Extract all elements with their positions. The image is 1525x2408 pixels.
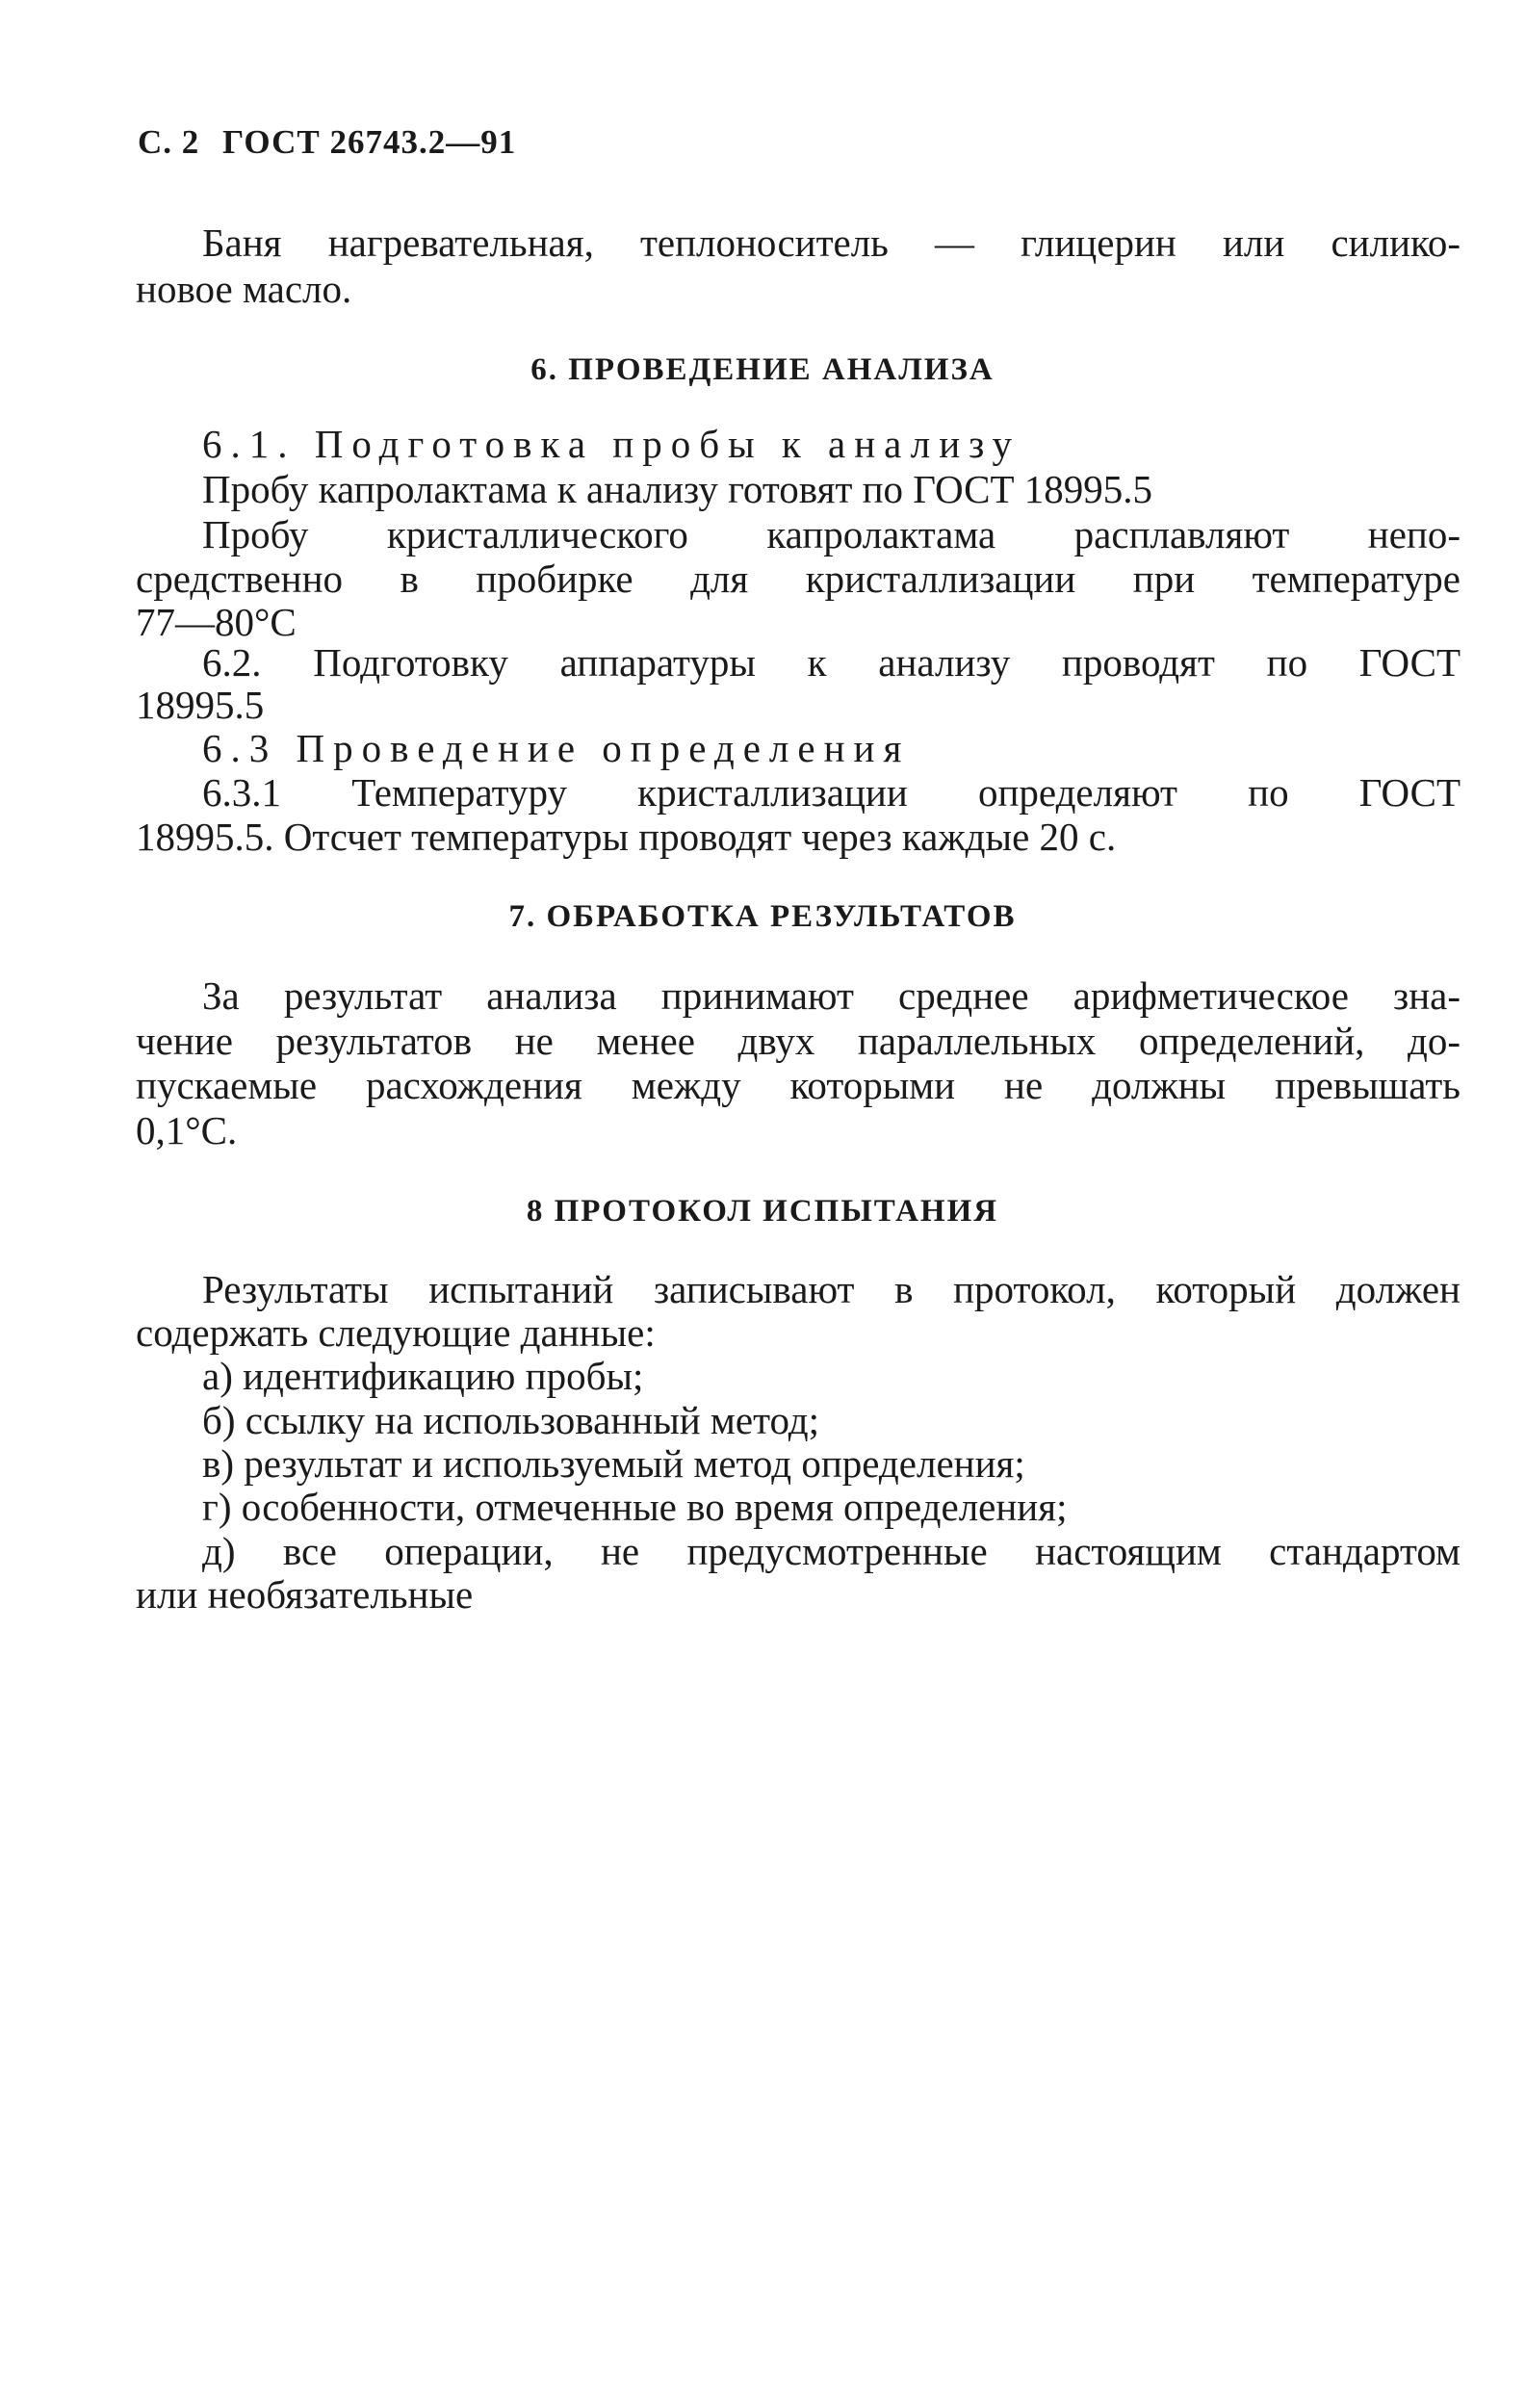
paragraph-line: или необязательные (136, 1572, 474, 1617)
list-item: в) результат и используемый метод определения; (202, 1441, 1025, 1486)
standard-designation: ГОСТ 26743.2—91 (222, 123, 517, 161)
page-header (138, 123, 530, 162)
paragraph-line: 18995.5. Отсчет температуры проводят через каждые 20 с. (136, 815, 1117, 859)
paragraph-line: Пробу кристаллического капролактама расплавляют непо- (202, 512, 1460, 557)
section-6-heading: 6. ПРОВЕДЕНИЕ АНАЛИЗА (530, 352, 995, 387)
list-item: г) особенности, отмеченные во время определения; (202, 1485, 1068, 1529)
paragraph-line: 18995.5 (136, 683, 265, 727)
section-7-heading: 7. ОБРАБОТКА РЕЗУЛЬТАТОВ (508, 899, 1017, 934)
section-8-heading: 8 ПРОТОКОЛ ИСПЫТАНИЯ (526, 1194, 999, 1229)
paragraph-line: 0,1°С. (136, 1108, 238, 1152)
paragraph-line: Баня нагревательная, теплоноситель — глицерин или силико- (202, 220, 1460, 265)
subsection-6-3-title: 6.3 Проведение определения (202, 726, 911, 770)
list-item: б) ссылку на использованный метод; (202, 1398, 820, 1442)
subsection-6-2: 6.2. Подготовку аппаратуры к анализу проводят по ГОСТ (202, 640, 1460, 685)
paragraph-line: За результат анализа принимают среднее арифметическое зна- (202, 973, 1460, 1018)
page-number: С. 2 (138, 123, 200, 161)
paragraph-line: новое масло. (136, 267, 352, 311)
paragraph-line: пускаемые расхождения между которыми не должны превышать (136, 1063, 1460, 1107)
subsection-6-3-1: 6.3.1 Температуру кристаллизации определяют по ГОСТ (202, 770, 1460, 815)
paragraph-line: Пробу капролактама к анализу готовят по ГОСТ 18995.5 (202, 467, 1152, 511)
paragraph-line: средственно в пробирке для кристаллизации при температуре (136, 557, 1460, 601)
paragraph-line: содержать следующие данные: (136, 1310, 656, 1355)
list-item: а) идентификацию пробы; (202, 1354, 644, 1398)
list-item: д) все операции, не предусмотренные настоящим стандартом (202, 1529, 1460, 1573)
paragraph-line: 77—80°С (136, 600, 297, 644)
paragraph-line: чение результатов не менее двух параллельных определений, до- (136, 1019, 1460, 1063)
paragraph-line: Результаты испытаний записывают в протокол, который должен (202, 1267, 1460, 1311)
subsection-6-1-title: 6.1. Подготовка пробы к анализу (202, 422, 1021, 466)
